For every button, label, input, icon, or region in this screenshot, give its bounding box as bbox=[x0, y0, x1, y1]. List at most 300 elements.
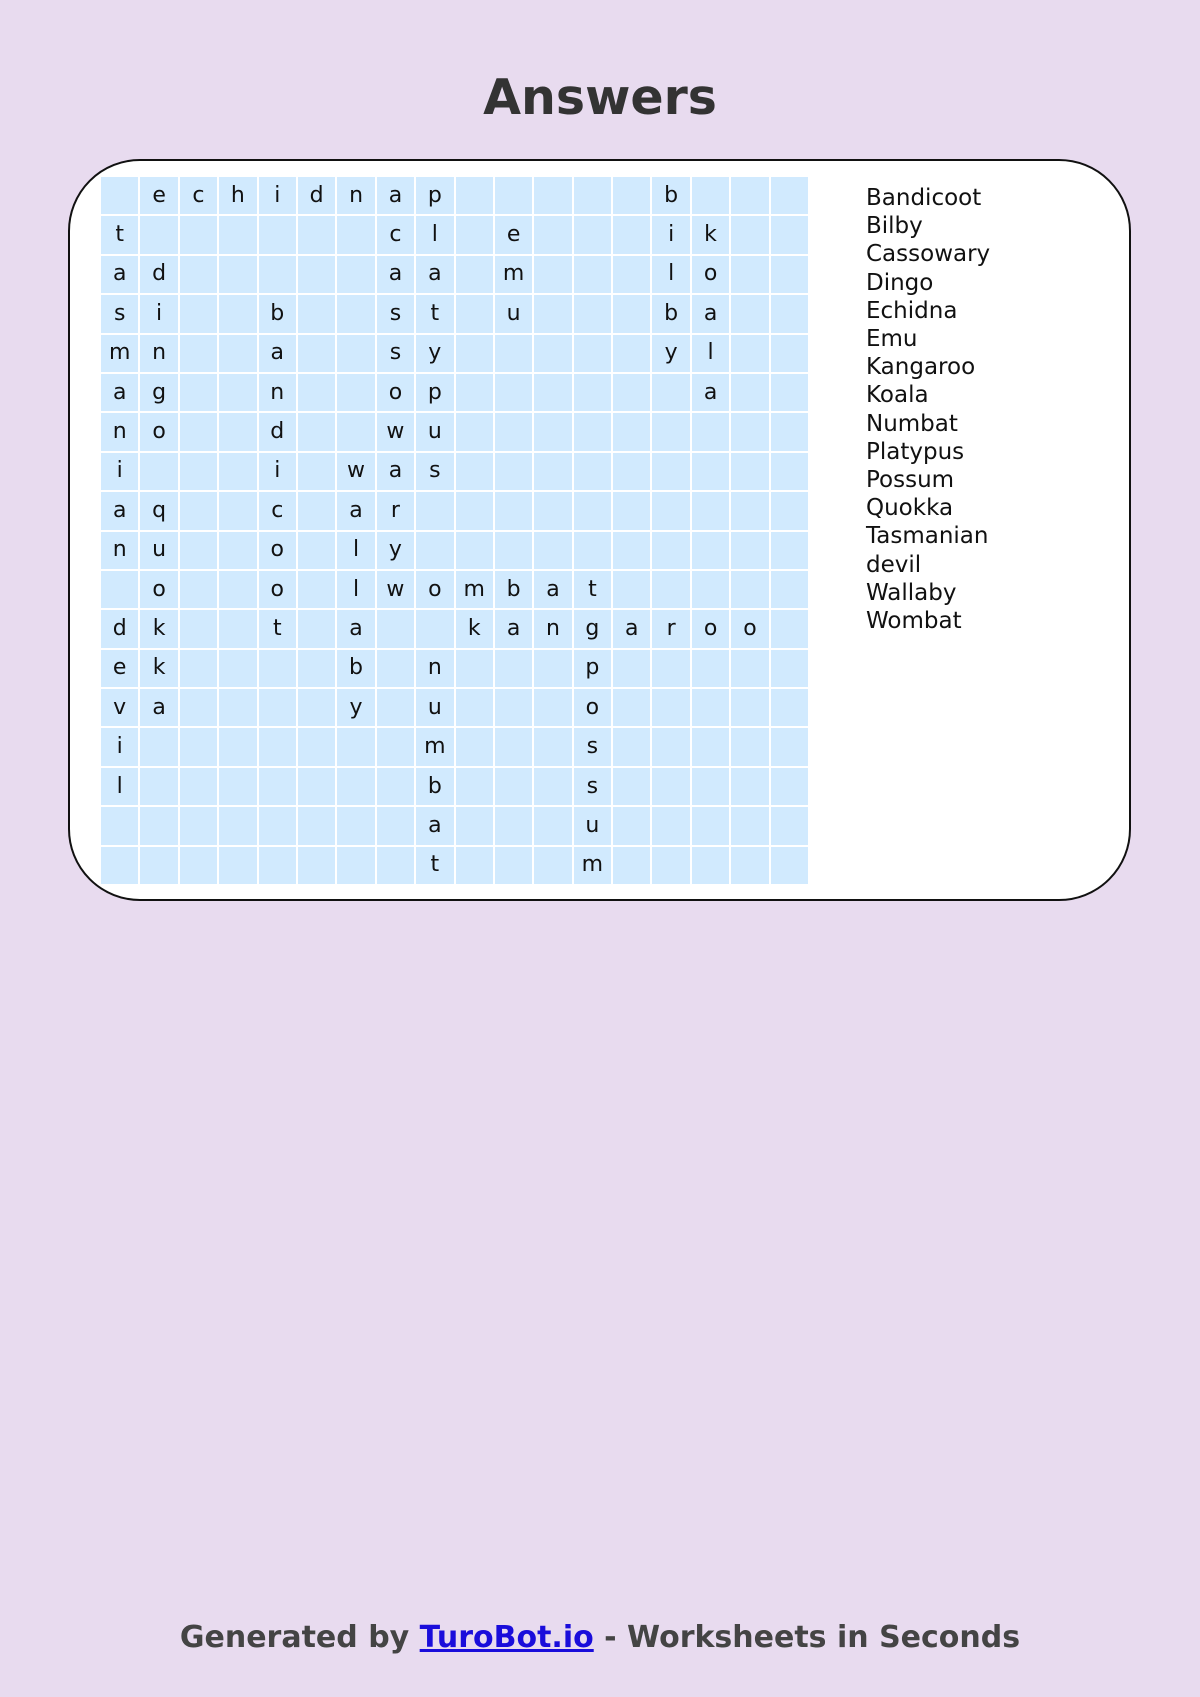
grid-cell bbox=[259, 768, 296, 805]
grid-cell: s bbox=[101, 295, 138, 332]
grid-cell bbox=[219, 453, 256, 490]
grid-cell bbox=[377, 768, 414, 805]
word-list-item: Quokka bbox=[866, 495, 954, 522]
grid-cell bbox=[731, 571, 768, 608]
grid-cell bbox=[180, 492, 217, 529]
grid-cell bbox=[495, 807, 532, 844]
grid-cell bbox=[337, 807, 374, 844]
grid-cell bbox=[731, 335, 768, 372]
grid-cell bbox=[337, 728, 374, 765]
grid-cell: k bbox=[140, 650, 177, 687]
word-list-item: Numbat bbox=[866, 410, 958, 437]
grid-cell bbox=[456, 492, 493, 529]
grid-cell: b bbox=[495, 571, 532, 608]
grid-cell bbox=[495, 728, 532, 765]
grid-cell bbox=[337, 216, 374, 253]
grid-cell: i bbox=[259, 177, 296, 214]
grid-cell: a bbox=[259, 335, 296, 372]
grid-cell bbox=[298, 689, 335, 726]
grid-cell: n bbox=[101, 413, 138, 450]
grid-cell bbox=[495, 532, 532, 569]
grid-cell bbox=[652, 768, 689, 805]
grid-cell bbox=[574, 256, 611, 293]
grid-cell: o bbox=[731, 610, 768, 647]
grid-cell bbox=[771, 256, 808, 293]
grid-cell: k bbox=[140, 610, 177, 647]
grid-cell bbox=[180, 689, 217, 726]
grid-cell bbox=[219, 256, 256, 293]
grid-cell: l bbox=[337, 532, 374, 569]
grid-cell: u bbox=[140, 532, 177, 569]
grid-cell: a bbox=[101, 492, 138, 529]
grid-cell bbox=[259, 650, 296, 687]
grid-cell bbox=[771, 216, 808, 253]
grid-cell bbox=[337, 256, 374, 293]
grid-cell: m bbox=[416, 728, 453, 765]
grid-cell bbox=[180, 650, 217, 687]
grid-cell: o bbox=[140, 413, 177, 450]
grid-cell bbox=[298, 335, 335, 372]
grid-cell bbox=[534, 768, 571, 805]
grid-cell: t bbox=[416, 847, 453, 884]
grid-cell bbox=[180, 847, 217, 884]
footer bbox=[0, 1618, 1200, 1658]
grid-cell bbox=[731, 216, 768, 253]
grid-cell bbox=[534, 335, 571, 372]
grid-cell bbox=[534, 216, 571, 253]
grid-cell bbox=[495, 492, 532, 529]
grid-cell: a bbox=[495, 610, 532, 647]
grid-cell bbox=[652, 689, 689, 726]
grid-cell: m bbox=[495, 256, 532, 293]
grid-cell: p bbox=[574, 650, 611, 687]
grid-cell bbox=[219, 374, 256, 411]
grid-cell: d bbox=[259, 413, 296, 450]
grid-cell bbox=[298, 847, 335, 884]
grid-cell: o bbox=[377, 374, 414, 411]
grid-cell: a bbox=[337, 492, 374, 529]
grid-cell bbox=[140, 453, 177, 490]
grid-cell bbox=[613, 728, 650, 765]
grid-cell bbox=[771, 335, 808, 372]
grid-cell: c bbox=[259, 492, 296, 529]
grid-cell: b bbox=[416, 768, 453, 805]
grid-cell bbox=[298, 216, 335, 253]
grid-cell bbox=[771, 492, 808, 529]
grid-cell bbox=[613, 335, 650, 372]
grid-cell bbox=[495, 847, 532, 884]
grid-cell bbox=[692, 413, 729, 450]
grid-cell bbox=[456, 177, 493, 214]
grid-cell bbox=[298, 807, 335, 844]
grid-cell: w bbox=[337, 453, 374, 490]
grid-cell bbox=[259, 847, 296, 884]
grid-cell bbox=[456, 374, 493, 411]
grid-cell bbox=[613, 650, 650, 687]
grid-cell bbox=[534, 728, 571, 765]
grid-cell: u bbox=[416, 413, 453, 450]
grid-cell bbox=[180, 295, 217, 332]
grid-cell bbox=[771, 807, 808, 844]
grid-cell bbox=[101, 847, 138, 884]
grid-cell bbox=[298, 413, 335, 450]
letter-grid bbox=[101, 177, 808, 884]
grid-cell bbox=[574, 295, 611, 332]
grid-cell bbox=[298, 532, 335, 569]
grid-cell bbox=[180, 532, 217, 569]
grid-cell bbox=[771, 413, 808, 450]
grid-cell bbox=[613, 689, 650, 726]
grid-cell bbox=[574, 335, 611, 372]
grid-cell: s bbox=[377, 295, 414, 332]
grid-cell: d bbox=[140, 256, 177, 293]
grid-cell: c bbox=[180, 177, 217, 214]
grid-cell bbox=[771, 689, 808, 726]
grid-cell bbox=[692, 453, 729, 490]
grid-cell bbox=[180, 216, 217, 253]
word-list-item: Bandicoot bbox=[866, 185, 982, 211]
grid-cell bbox=[456, 650, 493, 687]
grid-cell: o bbox=[140, 571, 177, 608]
grid-cell bbox=[731, 768, 768, 805]
grid-cell bbox=[298, 374, 335, 411]
grid-cell: q bbox=[140, 492, 177, 529]
grid-cell bbox=[652, 847, 689, 884]
grid-cell bbox=[731, 295, 768, 332]
page-title: Answers bbox=[483, 69, 717, 126]
grid-cell bbox=[180, 335, 217, 372]
grid-cell bbox=[337, 768, 374, 805]
grid-cell bbox=[731, 650, 768, 687]
grid-cell bbox=[574, 413, 611, 450]
grid-cell bbox=[613, 374, 650, 411]
grid-cell bbox=[652, 532, 689, 569]
word-list-item: Tasmanian bbox=[866, 523, 989, 550]
grid-cell: i bbox=[101, 728, 138, 765]
grid-cell: m bbox=[574, 847, 611, 884]
grid-cell: l bbox=[337, 571, 374, 608]
grid-cell: b bbox=[337, 650, 374, 687]
grid-cell bbox=[377, 610, 414, 647]
grid-cell bbox=[652, 374, 689, 411]
grid-cell: k bbox=[456, 610, 493, 647]
grid-cell bbox=[613, 571, 650, 608]
grid-cell: a bbox=[613, 610, 650, 647]
grid-cell bbox=[692, 177, 729, 214]
grid-cell: o bbox=[259, 571, 296, 608]
grid-cell: o bbox=[416, 571, 453, 608]
grid-cell bbox=[456, 413, 493, 450]
grid-cell bbox=[731, 728, 768, 765]
grid-cell bbox=[652, 650, 689, 687]
grid-cell bbox=[456, 728, 493, 765]
grid-cell bbox=[377, 650, 414, 687]
grid-cell bbox=[574, 453, 611, 490]
grid-cell bbox=[101, 807, 138, 844]
grid-cell bbox=[219, 295, 256, 332]
grid-cell: r bbox=[377, 492, 414, 529]
grid-cell bbox=[574, 374, 611, 411]
grid-cell: i bbox=[140, 295, 177, 332]
grid-cell bbox=[495, 413, 532, 450]
grid-cell bbox=[692, 847, 729, 884]
grid-cell: b bbox=[652, 295, 689, 332]
grid-cell bbox=[771, 650, 808, 687]
grid-cell bbox=[613, 256, 650, 293]
grid-cell bbox=[534, 650, 571, 687]
grid-cell bbox=[574, 177, 611, 214]
grid-cell bbox=[180, 453, 217, 490]
grid-cell: s bbox=[416, 453, 453, 490]
grid-cell bbox=[534, 295, 571, 332]
grid-cell bbox=[613, 413, 650, 450]
grid-cell: a bbox=[101, 256, 138, 293]
grid-cell bbox=[613, 847, 650, 884]
grid-cell bbox=[377, 847, 414, 884]
grid-cell bbox=[495, 177, 532, 214]
grid-cell bbox=[298, 295, 335, 332]
word-list-item: Bilby bbox=[866, 213, 923, 240]
grid-cell bbox=[180, 413, 217, 450]
grid-cell: l bbox=[652, 256, 689, 293]
grid-cell bbox=[298, 571, 335, 608]
grid-cell: t bbox=[574, 571, 611, 608]
grid-cell: s bbox=[377, 335, 414, 372]
grid-cell: u bbox=[495, 295, 532, 332]
grid-cell: a bbox=[140, 689, 177, 726]
grid-cell: r bbox=[652, 610, 689, 647]
grid-cell: a bbox=[377, 256, 414, 293]
word-list-item: Platypus bbox=[866, 438, 965, 465]
grid-cell: s bbox=[574, 728, 611, 765]
word-list bbox=[866, 184, 990, 635]
grid-cell bbox=[219, 610, 256, 647]
grid-cell: w bbox=[377, 571, 414, 608]
grid-cell: e bbox=[140, 177, 177, 214]
grid-cell bbox=[456, 295, 493, 332]
grid-cell: u bbox=[416, 689, 453, 726]
grid-cell: t bbox=[259, 610, 296, 647]
grid-cell bbox=[534, 847, 571, 884]
grid-cell bbox=[298, 256, 335, 293]
grid-cell bbox=[495, 335, 532, 372]
turobot-link[interactable]: TuroBot.io bbox=[419, 1620, 594, 1655]
word-list-item: Possum bbox=[866, 467, 955, 494]
grid-cell: t bbox=[416, 295, 453, 332]
grid-cell bbox=[574, 492, 611, 529]
footer-suffix: - Worksheets in Seconds bbox=[593, 1620, 1021, 1655]
grid-cell bbox=[613, 295, 650, 332]
grid-cell: n bbox=[534, 610, 571, 647]
grid-cell: w bbox=[377, 413, 414, 450]
grid-cell: a bbox=[377, 453, 414, 490]
grid-cell bbox=[456, 256, 493, 293]
grid-cell: a bbox=[337, 610, 374, 647]
grid-cell bbox=[652, 492, 689, 529]
grid-cell bbox=[219, 335, 256, 372]
grid-cell bbox=[731, 374, 768, 411]
grid-cell bbox=[771, 847, 808, 884]
grid-cell bbox=[456, 216, 493, 253]
grid-cell bbox=[337, 374, 374, 411]
grid-cell bbox=[692, 571, 729, 608]
grid-cell bbox=[219, 807, 256, 844]
grid-cell: d bbox=[101, 610, 138, 647]
grid-cell bbox=[652, 453, 689, 490]
grid-cell bbox=[731, 807, 768, 844]
grid-cell bbox=[771, 177, 808, 214]
grid-cell bbox=[456, 335, 493, 372]
grid-cell bbox=[140, 216, 177, 253]
grid-cell bbox=[652, 571, 689, 608]
grid-cell: m bbox=[456, 571, 493, 608]
grid-cell bbox=[180, 610, 217, 647]
grid-cell: a bbox=[692, 295, 729, 332]
grid-cell: d bbox=[298, 177, 335, 214]
grid-cell bbox=[692, 689, 729, 726]
grid-cell: a bbox=[101, 374, 138, 411]
grid-cell bbox=[534, 689, 571, 726]
grid-cell bbox=[495, 768, 532, 805]
grid-cell bbox=[731, 453, 768, 490]
grid-cell bbox=[180, 807, 217, 844]
grid-cell bbox=[377, 689, 414, 726]
grid-cell bbox=[534, 532, 571, 569]
grid-cell bbox=[731, 492, 768, 529]
grid-cell: l bbox=[101, 768, 138, 805]
grid-cell bbox=[771, 295, 808, 332]
grid-cell: a bbox=[377, 177, 414, 214]
grid-cell: a bbox=[416, 807, 453, 844]
grid-cell bbox=[180, 374, 217, 411]
grid-cell: i bbox=[101, 453, 138, 490]
word-list-item: devil bbox=[866, 551, 922, 578]
grid-cell bbox=[495, 374, 532, 411]
footer-prefix: Generated by bbox=[179, 1620, 420, 1655]
grid-cell bbox=[534, 256, 571, 293]
word-list-item: Koala bbox=[866, 382, 929, 409]
grid-cell: p bbox=[416, 177, 453, 214]
grid-cell bbox=[613, 492, 650, 529]
grid-cell: o bbox=[574, 689, 611, 726]
grid-cell bbox=[456, 532, 493, 569]
grid-cell bbox=[534, 453, 571, 490]
grid-cell: e bbox=[495, 216, 532, 253]
grid-cell: l bbox=[692, 335, 729, 372]
word-list-item: Wallaby bbox=[866, 579, 957, 606]
grid-cell: i bbox=[652, 216, 689, 253]
grid-cell bbox=[771, 571, 808, 608]
grid-cell bbox=[692, 492, 729, 529]
grid-cell: o bbox=[692, 610, 729, 647]
grid-cell bbox=[259, 256, 296, 293]
grid-cell bbox=[534, 807, 571, 844]
grid-cell bbox=[534, 374, 571, 411]
grid-cell bbox=[771, 453, 808, 490]
grid-cell bbox=[652, 728, 689, 765]
grid-cell bbox=[534, 177, 571, 214]
grid-cell bbox=[219, 492, 256, 529]
grid-cell bbox=[534, 413, 571, 450]
grid-cell bbox=[495, 453, 532, 490]
grid-cell bbox=[101, 177, 138, 214]
grid-cell bbox=[771, 374, 808, 411]
grid-cell: n bbox=[259, 374, 296, 411]
grid-cell bbox=[692, 728, 729, 765]
grid-cell bbox=[337, 335, 374, 372]
grid-cell bbox=[692, 532, 729, 569]
grid-cell bbox=[259, 807, 296, 844]
grid-cell bbox=[259, 689, 296, 726]
grid-cell bbox=[140, 847, 177, 884]
grid-cell bbox=[731, 532, 768, 569]
grid-cell: y bbox=[337, 689, 374, 726]
grid-cell bbox=[298, 650, 335, 687]
grid-cell bbox=[613, 177, 650, 214]
grid-cell bbox=[771, 768, 808, 805]
grid-cell: n bbox=[140, 335, 177, 372]
grid-cell bbox=[140, 768, 177, 805]
grid-cell bbox=[613, 807, 650, 844]
grid-cell bbox=[180, 256, 217, 293]
grid-cell bbox=[731, 256, 768, 293]
grid-cell bbox=[574, 216, 611, 253]
word-list-item: Dingo bbox=[866, 269, 934, 296]
grid-cell bbox=[692, 768, 729, 805]
grid-cell: y bbox=[377, 532, 414, 569]
grid-cell bbox=[337, 847, 374, 884]
grid-cell bbox=[771, 532, 808, 569]
grid-cell bbox=[456, 847, 493, 884]
word-list-item: Echidna bbox=[866, 297, 958, 324]
grid-cell bbox=[652, 413, 689, 450]
grid-cell: h bbox=[219, 177, 256, 214]
grid-cell bbox=[731, 689, 768, 726]
grid-cell bbox=[731, 847, 768, 884]
grid-cell bbox=[613, 453, 650, 490]
word-list-item: Emu bbox=[866, 326, 918, 353]
grid-cell bbox=[219, 768, 256, 805]
grid-cell: e bbox=[101, 650, 138, 687]
grid-cell bbox=[456, 453, 493, 490]
grid-cell: c bbox=[377, 216, 414, 253]
grid-cell bbox=[377, 807, 414, 844]
grid-cell: b bbox=[652, 177, 689, 214]
grid-cell bbox=[613, 532, 650, 569]
grid-cell bbox=[219, 650, 256, 687]
grid-cell bbox=[180, 571, 217, 608]
grid-cell bbox=[101, 571, 138, 608]
word-list-item: Cassowary bbox=[866, 241, 991, 268]
grid-cell: k bbox=[692, 216, 729, 253]
grid-cell: t bbox=[101, 216, 138, 253]
grid-cell: s bbox=[574, 768, 611, 805]
grid-cell: b bbox=[259, 295, 296, 332]
grid-cell bbox=[416, 532, 453, 569]
grid-cell: a bbox=[534, 571, 571, 608]
grid-cell: u bbox=[574, 807, 611, 844]
grid-cell bbox=[456, 768, 493, 805]
grid-cell bbox=[259, 216, 296, 253]
grid-cell bbox=[692, 650, 729, 687]
grid-cell bbox=[219, 847, 256, 884]
grid-cell bbox=[771, 610, 808, 647]
grid-cell bbox=[456, 689, 493, 726]
grid-cell bbox=[574, 532, 611, 569]
grid-cell bbox=[219, 689, 256, 726]
grid-cell: a bbox=[416, 256, 453, 293]
grid-cell bbox=[495, 650, 532, 687]
